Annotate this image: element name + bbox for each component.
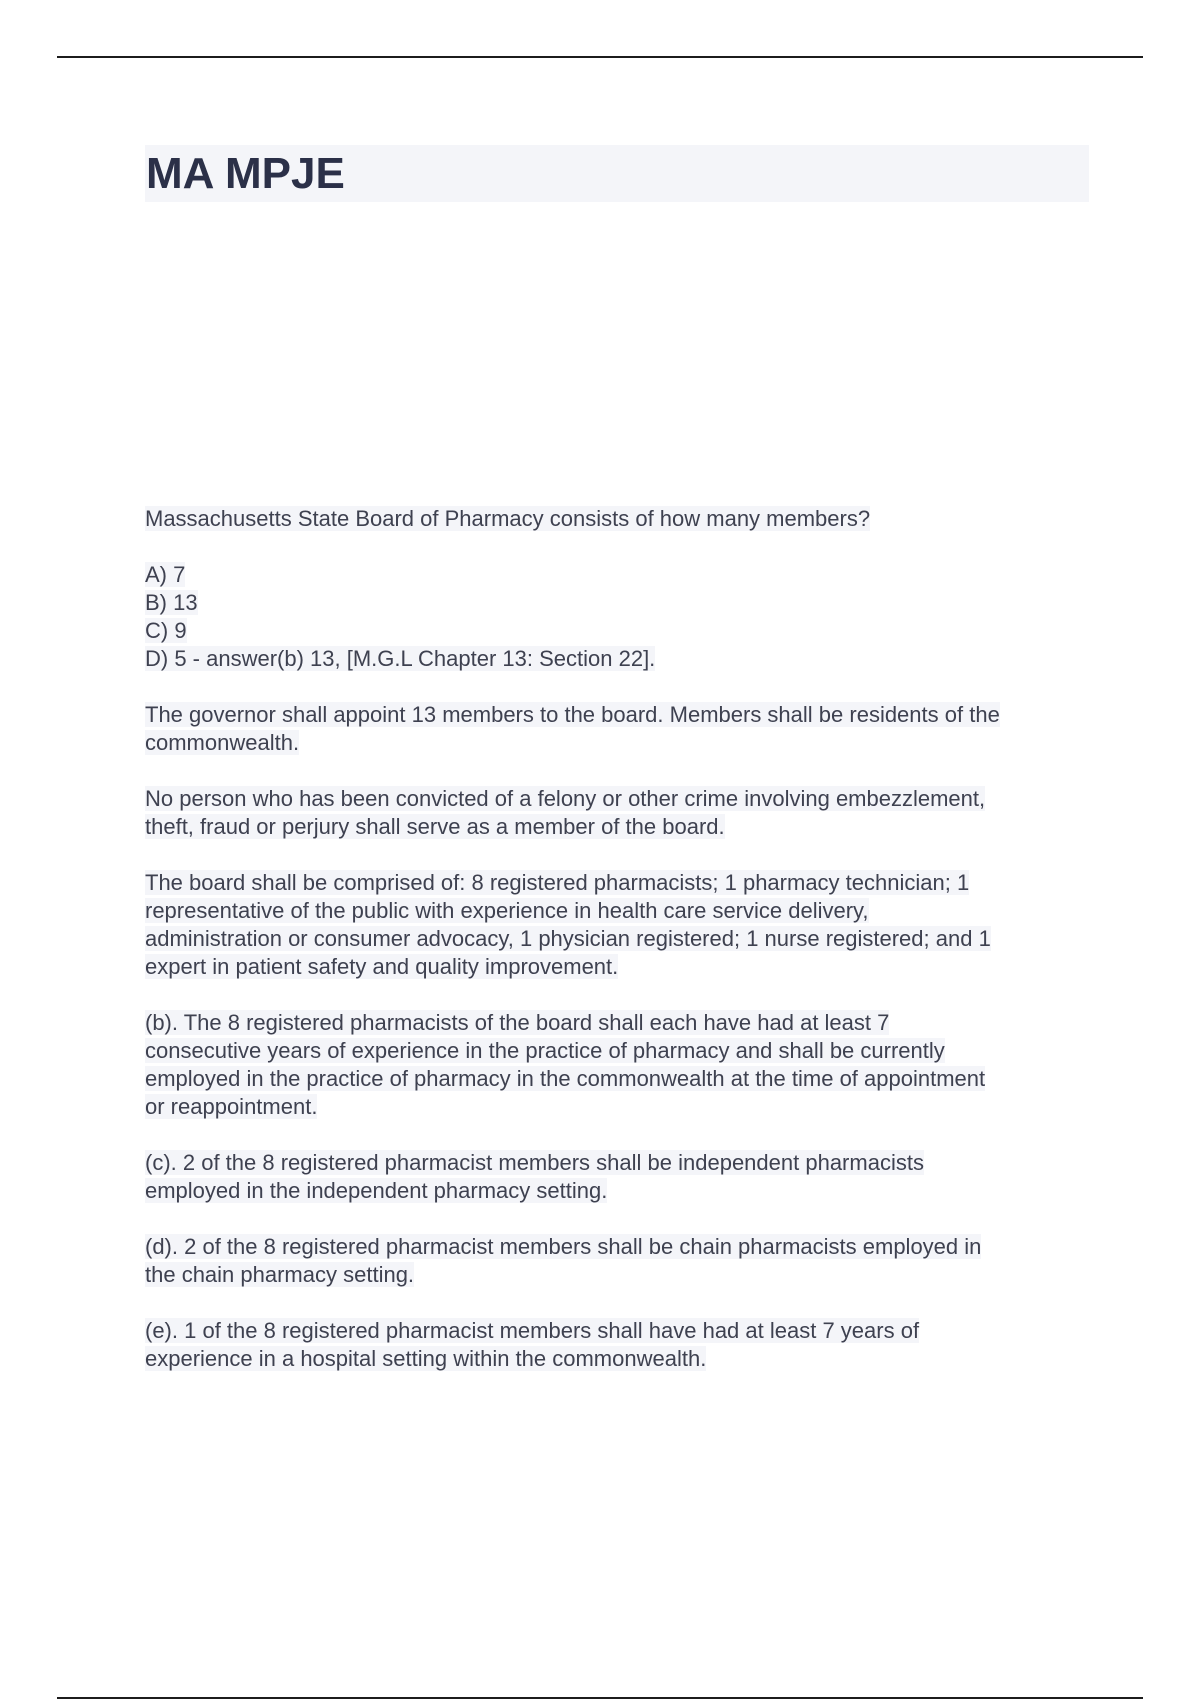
paragraph-governor-appoints bbox=[145, 701, 1095, 757]
question-block bbox=[145, 505, 1095, 533]
paragraph-line: commonwealth. bbox=[145, 730, 300, 755]
paragraph-line: The governor shall appoint 13 members to the board. Members shall be residents of the bbox=[145, 702, 1000, 727]
paragraph-line: consecutive years of experience in the practice of pharmacy and shall be currently bbox=[145, 1038, 945, 1063]
option-d-with-answer: D) 5 - answer(b) 13, [M.G.L Chapter 13: Section 22]. bbox=[145, 646, 656, 671]
paragraph-line: the chain pharmacy setting. bbox=[145, 1262, 415, 1287]
paragraph-line: or reappointment. bbox=[145, 1094, 318, 1119]
paragraph-line: (e). 1 of the 8 registered pharmacist members shall have had at least 7 years of bbox=[145, 1318, 920, 1343]
option-b: B) 13 bbox=[145, 590, 198, 615]
paragraph-line: The board shall be comprised of: 8 registered pharmacists; 1 pharmacy technician; 1 bbox=[145, 870, 970, 895]
paragraph-line: experience in a hospital setting within the commonwealth. bbox=[145, 1346, 707, 1371]
paragraph-line: administration or consumer advocacy, 1 physician registered; 1 nurse registered; and 1 bbox=[145, 926, 991, 951]
option-c: C) 9 bbox=[145, 618, 187, 643]
document-body bbox=[145, 505, 1095, 1401]
paragraph-felony-restriction bbox=[145, 785, 1095, 841]
paragraph-line: (c). 2 of the 8 registered pharmacist members shall be independent pharmacists bbox=[145, 1150, 924, 1175]
paragraph-d-chain-pharmacists bbox=[145, 1233, 1095, 1289]
option-a: A) 7 bbox=[145, 562, 186, 587]
paragraph-line: expert in patient safety and quality improvement. bbox=[145, 954, 619, 979]
paragraph-b-pharmacist-experience bbox=[145, 1009, 1095, 1121]
bottom-rule bbox=[57, 1697, 1143, 1699]
paragraph-line: representative of the public with experience in health care service delivery, bbox=[145, 898, 869, 923]
answer-options bbox=[145, 561, 1095, 673]
paragraph-line: No person who has been convicted of a felony or other crime involving embezzlement, bbox=[145, 786, 986, 811]
paragraph-line: theft, fraud or perjury shall serve as a member of the board. bbox=[145, 814, 725, 839]
paragraph-line: employed in the practice of pharmacy in the commonwealth at the time of appointment bbox=[145, 1066, 986, 1091]
paragraph-line: (b). The 8 registered pharmacists of the board shall each have had at least 7 bbox=[145, 1010, 890, 1035]
paragraph-e-hospital-experience bbox=[145, 1317, 1095, 1373]
paragraph-line: employed in the independent pharmacy setting. bbox=[145, 1178, 608, 1203]
paragraph-line: (d). 2 of the 8 registered pharmacist members shall be chain pharmacists employed in bbox=[145, 1234, 982, 1259]
question-text: Massachusetts State Board of Pharmacy consists of how many members? bbox=[145, 506, 871, 531]
paragraph-board-composition bbox=[145, 869, 1095, 981]
paragraph-c-independent-pharmacists bbox=[145, 1149, 1095, 1205]
top-rule bbox=[57, 56, 1143, 58]
document-title: MA MPJE bbox=[146, 149, 345, 198]
